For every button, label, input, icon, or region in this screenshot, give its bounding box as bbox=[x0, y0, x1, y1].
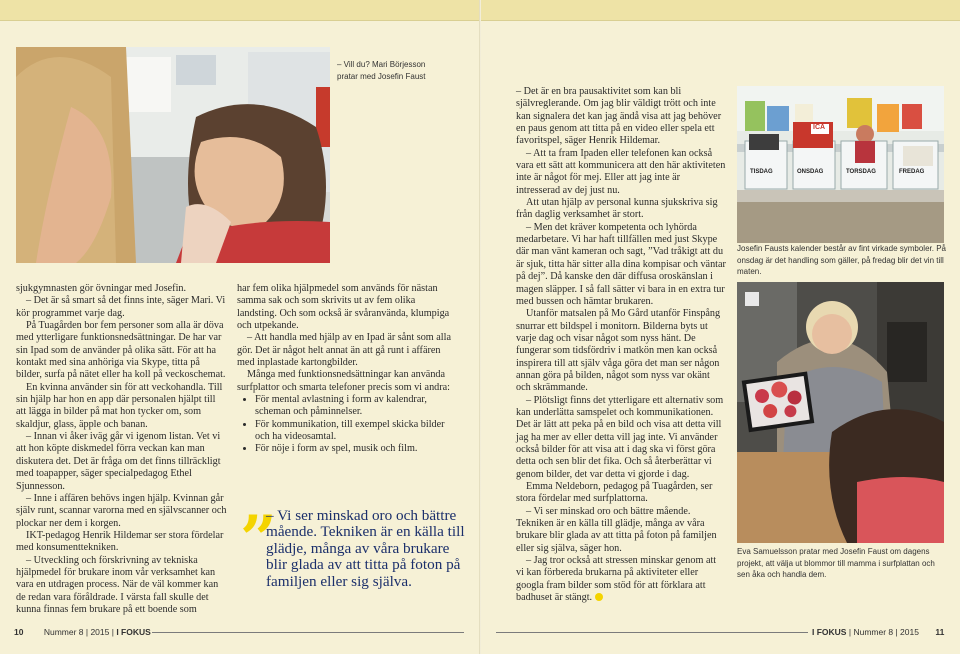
paragraph: Utanför matsalen på Mo Gård utanför Finspång snurrar ett bildspel i monitorn. Bilderna byts ut varje dag och visar något som nyss hänt. De fungerar som tidsfördriv i matkön men kan också inspirera till att själv våga göra det man ser någon annan göra på bilden, något som nyss var okänt och skrämmande. bbox=[516, 308, 721, 394]
caption-tablet: Eva Samuelsson pratar med Josefin Faust om dagens projekt, att välja ut blommor till mamma i surfplattan och sen åka och handla dem. bbox=[737, 547, 935, 579]
shelf-label-wednesday: ONSDAG bbox=[797, 169, 824, 175]
photo-tablet-image bbox=[737, 282, 944, 543]
paragraph bbox=[516, 555, 726, 604]
list-item: • För kommunikation, till exempel skicka bilder och ha videosamtal. bbox=[255, 419, 455, 444]
photo-calendar bbox=[737, 86, 944, 243]
footer-rule-left bbox=[152, 632, 464, 633]
magazine-name-right: I FOKUS bbox=[812, 627, 847, 637]
paragraph: – Det är så smart så det finns inte, säger Mari. Vi kör programmet varje dag. bbox=[16, 295, 226, 319]
page-number-right: 11 bbox=[935, 627, 945, 637]
ica-logo: ICA bbox=[813, 124, 826, 131]
paragraph: En kvinna använder sin för att veckohandla. Till sin hjälp har hon en app där personalen hjälpt till att lägga in bilder på mat hon tycker om, som skaldjur, glass, äpple och banan. bbox=[16, 381, 223, 430]
paragraph: Emma Neldeborn, pedagog på Tuagården, ser stora fördelar med surfplattorna. bbox=[516, 481, 713, 505]
paragraph: Att utan hjälp av personal kunna sjukskriva sig från daglig verksamhet är stort. bbox=[516, 197, 718, 221]
paragraph: har fem olika hjälpmedel som används för nästan samma sak och som skrivits ut av fem olika landsting. Och som också är svåranvända, klumpiga och utpekande. bbox=[237, 283, 450, 332]
paragraph: Många med funktionsnedsättningar kan använda surfplattor och smarta telefoner precis som vi andra: bbox=[237, 369, 451, 393]
article-column-2 bbox=[237, 283, 455, 456]
paragraph: IKT-pedagog Henrik Hildemar ser stora fördelar med konsumenttekniken. bbox=[16, 529, 224, 554]
caption-calendar: Josefin Fausts kalender består av fint virkade symboler. På onsdag är det handling som gäller, på fredag blir det vin till maten. bbox=[737, 244, 946, 276]
end-mark-icon bbox=[595, 593, 603, 601]
shelf-label-friday: FREDAG bbox=[899, 169, 925, 175]
issue-right: Nummer 8 | 2015 bbox=[853, 627, 919, 637]
paragraph: – Inne i affären behövs ingen hjälp. Kvinnan går själv runt, scannar varorna med en självscanner och plockar ner dem i korgen. bbox=[16, 492, 227, 529]
paragraph: – Att handla med hjälp av en Ipad är sånt som alla gör. Det är något helt annat än att gå runt i affären med inplastade kartongbilder. bbox=[237, 332, 451, 369]
paragraph: På Tuagården bor fem personer som alla är döva med ytterligare funktionsnedsättningar. De har var sin Ipad som de använder på olika sätt. För att ha kontakt med sina anhöriga via Skype, titta på bilder, surfa på nätet eller ha koll på veckoschemat. bbox=[16, 320, 226, 381]
photo-tablet bbox=[737, 282, 944, 543]
footer-right bbox=[812, 627, 944, 639]
photo-calendar-image bbox=[737, 86, 944, 243]
paragraph: – Men det kräver kompetenta och lyhörda medarbetare. Vi har haft tillfällen med just Skype där man vänt kameran och sagt, ”Vad tråkigt att du är sjuk, titta här sitter alla dina kompisar och väntar på dej”. Då kanske den där diffusa oroskänslan i magen släpper. I så fall sätter vi bara in en extra tur med bussen och hämtar brukaren. bbox=[516, 221, 726, 307]
photo-therapy bbox=[16, 47, 330, 263]
footer-left bbox=[14, 627, 151, 639]
paragraph: – Det är en bra pausaktivitet som kan bli självreglerande. Om jag blir väldigt trött och inte kan signalera det kan jag ändå visa att jag behöver en paus genom att titta på en video eller spela ett favoritspel, säger Henrik Hildemar. bbox=[516, 86, 722, 147]
closing-paragraph-text: – Jag tror också att stressen minskar genom att vi kan förbereda brukarna på aktiviteter eller googla fram bilder som stöd för att förklara att badhuset är stängt. bbox=[516, 555, 717, 604]
magazine-name-left: I FOKUS bbox=[116, 627, 151, 637]
article-column-1 bbox=[16, 283, 228, 616]
page-fold bbox=[479, 0, 481, 654]
pull-quote-text: – Vi ser minskad oro och bättre mående. Tekniken är en källa till glädje, många av våra brukare blir glada av att titta på foton på familjen eller sig själva. bbox=[266, 507, 465, 590]
shelf-label-tuesday: TISDAG bbox=[750, 169, 773, 175]
paragraph: sjukgymnasten gör övningar med Josefin. bbox=[16, 283, 187, 294]
issue-left: Nummer 8 | 2015 bbox=[43, 627, 110, 637]
paragraph: – Utveckling och förskrivning av tekniska hjälpmedel för brukare inom vår verksamhet kan vara en utdragen process. När de väl kommer kan de redan vara föråldrade. I värsta fall skulle det kunna finnas fem brukare på ett boende som bbox=[16, 554, 219, 615]
list-item: • För nöje i form av spel, musik och film. bbox=[255, 443, 455, 455]
paragraph: – Vi ser minskad oro och bättre mående. Tekniken är en källa till glädje, många av våra brukare blir glada av att titta på foton på familjen eller sig själva, säger hon. bbox=[516, 505, 717, 554]
caption-top-photo: – Vill du? Mari Börjesson pratar med Josefin Faust bbox=[337, 60, 426, 81]
page-number-left: 10 bbox=[14, 627, 24, 637]
quote-mark-icon: ” bbox=[240, 502, 277, 577]
shelf-label-thursday: TORSDAG bbox=[846, 169, 876, 175]
article-column-3 bbox=[516, 86, 726, 604]
photo-therapy-image bbox=[16, 47, 330, 263]
paragraph: – Plötsligt finns det ytterligare ett alternativ som kan underlätta samspelet och kommunikationen. Det är lätt att peka på en bild och visa att detta vill jag ha mer av eller detta vill jag inte. Vi använder också bilder för att visa att i dag ska vi först göra detta och sen blir det fika. Och så återberättar vi genom bilder, det var detta vi gjorde i dag. bbox=[516, 394, 724, 480]
separator: | bbox=[111, 627, 114, 637]
paragraph: – Innan vi åker iväg går vi igenom listan. Vet vi att hon köpte diskmedel förra veckan kan man diskutera det. Det är fråga om det finns tillräckligt med toapapper, säger specialpedagog Ethel Sjunnesson. bbox=[16, 431, 221, 492]
benefit-list bbox=[237, 394, 455, 456]
separator: | bbox=[848, 627, 852, 637]
footer-rule-right bbox=[496, 632, 808, 633]
list-item: • För mental avlastning i form av kalendrar, scheman och påminnelser. bbox=[255, 394, 455, 419]
paragraph: – Att ta fram Ipaden eller telefonen kan också vara ett sätt att kommunicera att den här aktiviteten inte är något för mej. Eller att jag inte är intresserad av dej just nu. bbox=[516, 147, 726, 196]
